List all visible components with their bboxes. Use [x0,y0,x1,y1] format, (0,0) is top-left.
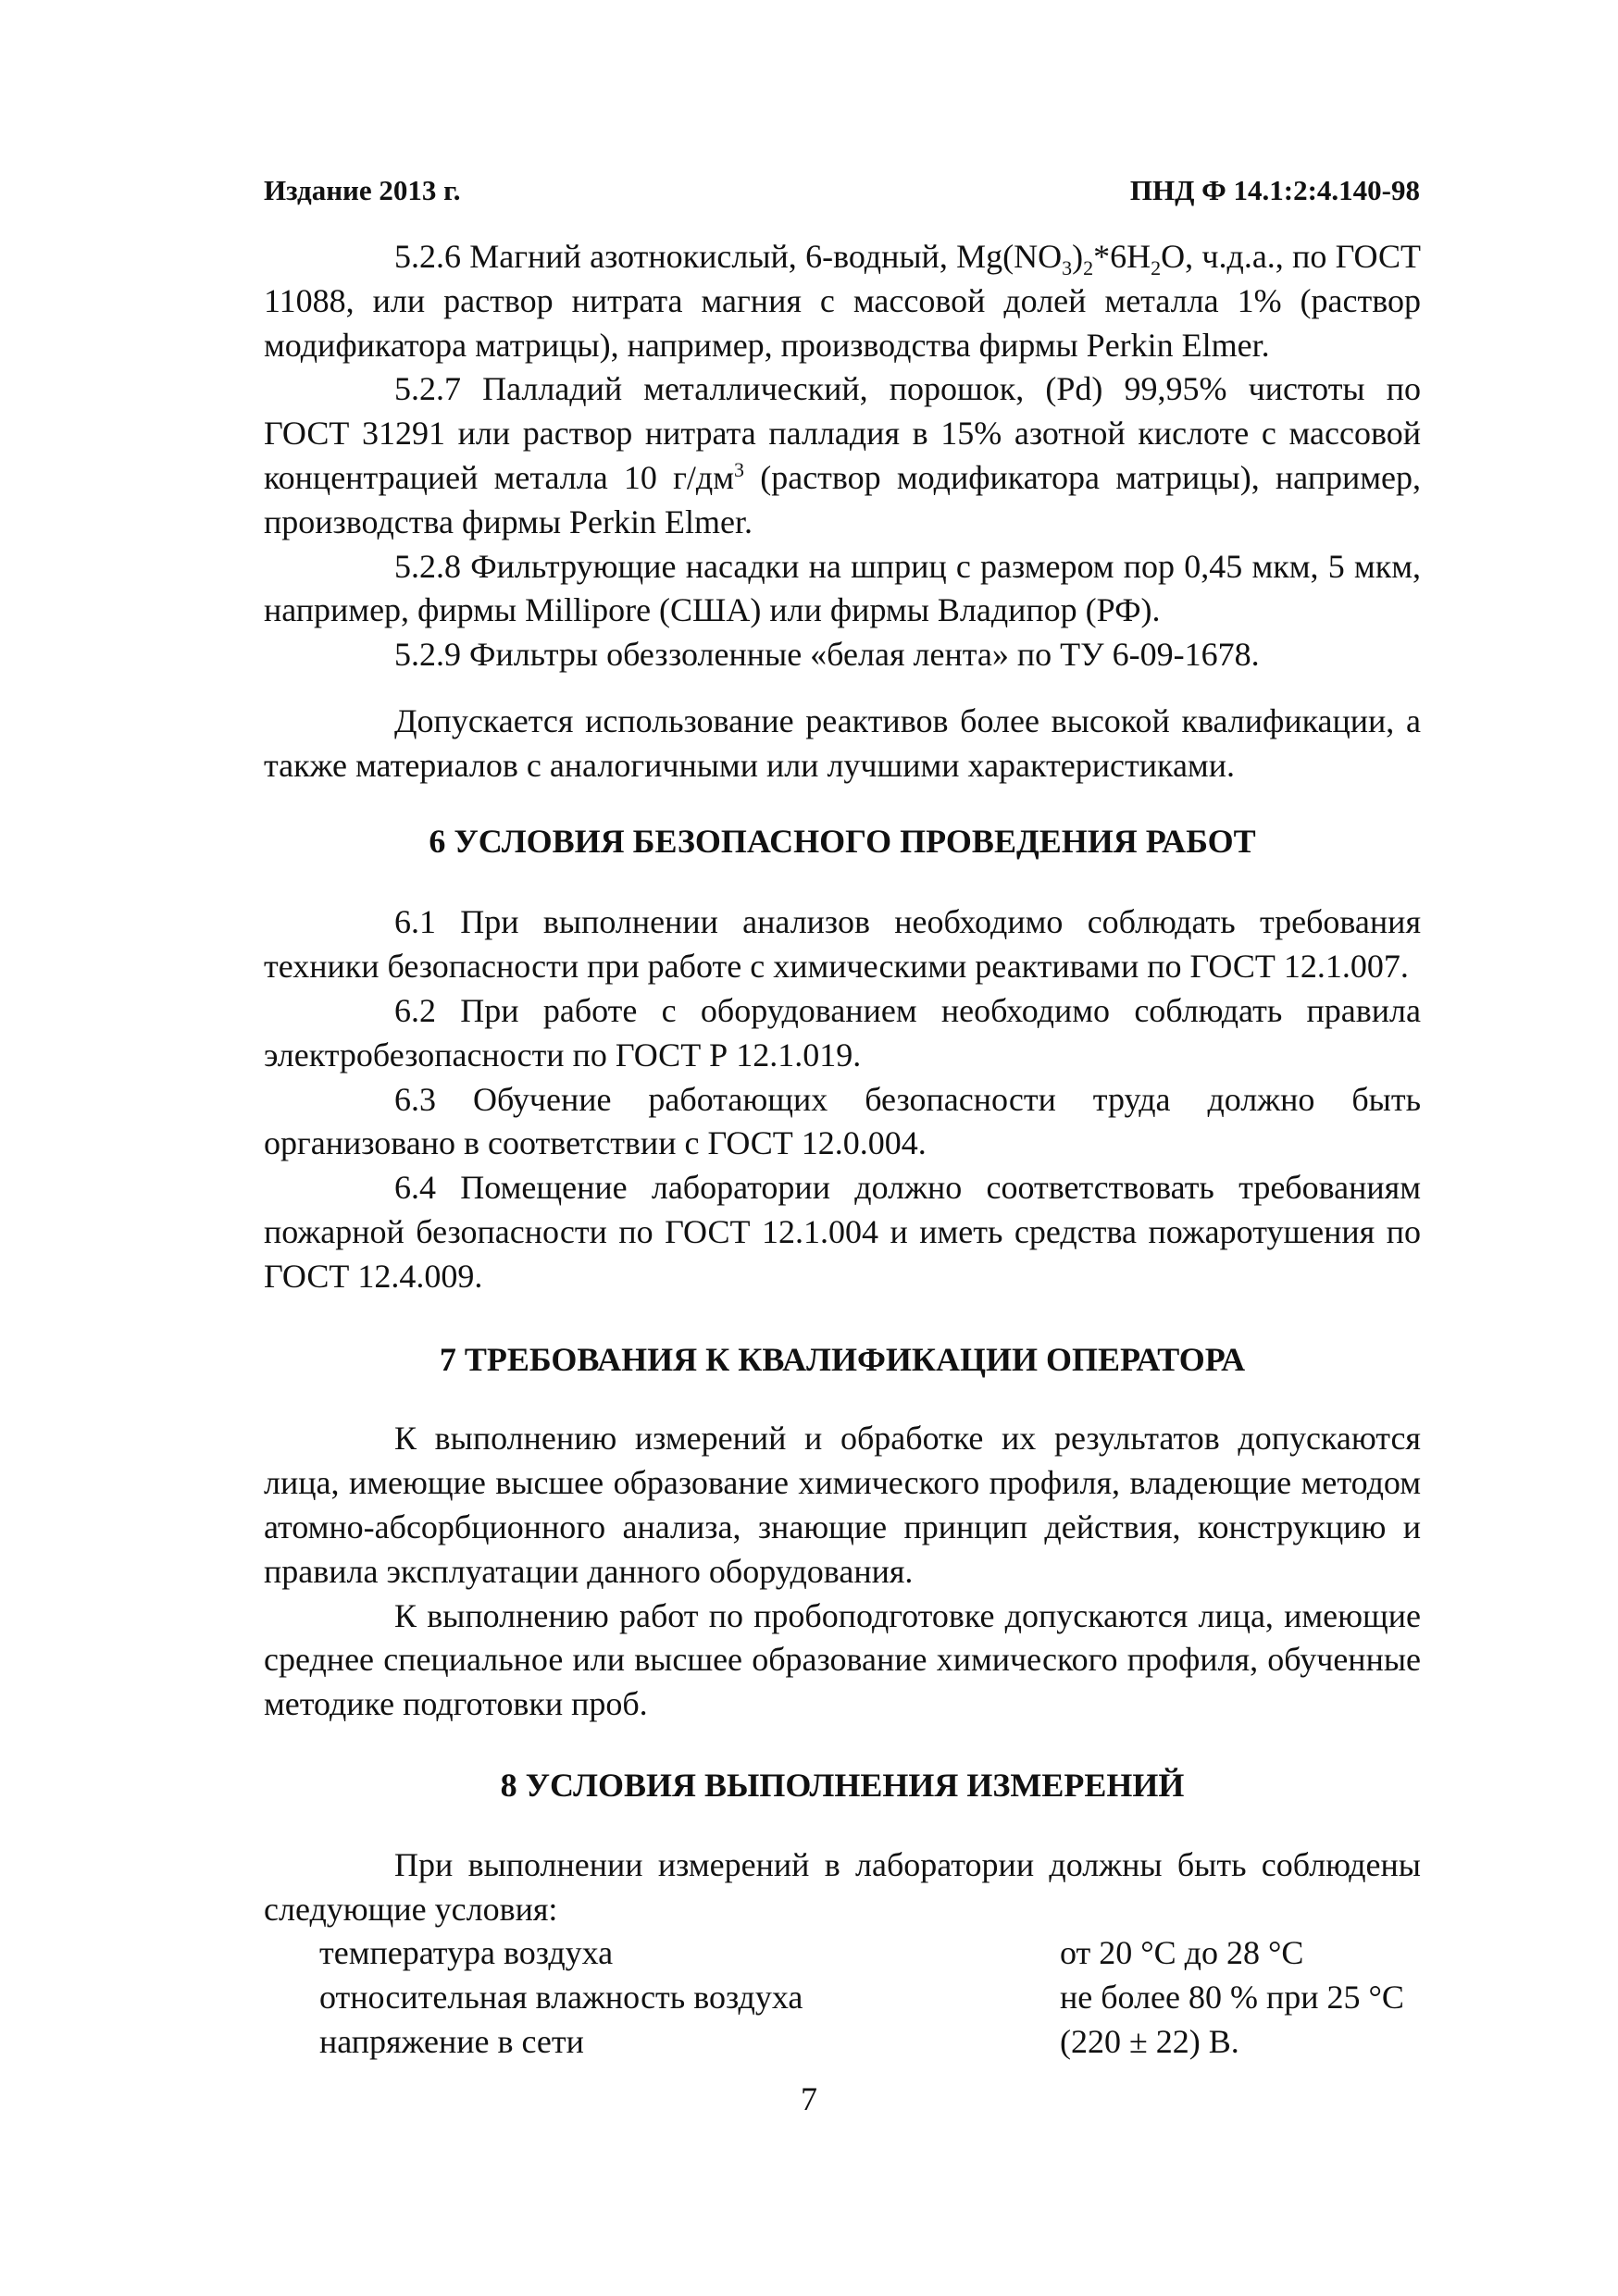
section-8-title: 8 УСЛОВИЯ ВЫПОЛНЕНИЯ ИЗМЕРЕНИЙ [500,1766,1185,1804]
qualification-paragraph: К выполнению измерений и обработке их результатов допускаются лица, имеющие высшее образование химического профиля, владеющие методом атомно-абсорбционного анализа, знающие принцип действия, конструкцию и правила эксплуатации данного оборудования. [264,1420,1421,1590]
material-item [264,235,1421,367]
safety-item: 6.1 При выполнении анализов необходимо соблюдать требования техники безопасности при работе с химическими реактивами по ГОСТ 12.1.007. [264,903,1421,986]
condition-value: (220 ± 22) В. [1060,2022,1239,2060]
condition-name: температура воздуха [319,1934,614,1972]
material-text: ) [1072,238,1084,275]
material-item: 5.2.8 Фильтрующие насадки на шприц с размером пор 0,45 мкм, 5 мкм, например, фирмы Millipore (США) или фирмы Владипор (РФ). [264,547,1421,629]
materials-note: Допускается использование реактивов более высокой квалификации, а также материалов с аналогичными или лучшими характеристиками. [264,701,1421,784]
condition-row [264,1931,1421,1976]
edition-label: Издание 2013 г. [264,174,461,206]
condition-value: от 20 °С до 28 °С [1060,1934,1304,1972]
material-text: O, ч.д.а., по ГОСТ 11088, или раствор нитрата магния с массовой долей металла 1% (раствор модификатора матрицы), например, производства фирмы Perkin Elmer. [264,238,1421,364]
material-item: 5.2.9 Фильтры обеззоленные «белая лента» по ТУ 6-09-1678. [394,636,1260,674]
section-7-title: 7 ТРЕБОВАНИЯ К КВАЛИФИКАЦИИ ОПЕРАТОРА [439,1340,1246,1378]
material-item [264,367,1421,544]
condition-row [264,2020,1421,2065]
qualification-paragraph: К выполнению работ по пробоподготовке допускаются лица, имеющие среднее специальное или высшее образование химического профиля, обученные методике подготовки проб. [264,1596,1421,1723]
safety-item: 6.4 Помещение лаборатории должно соответствовать требованиям пожарной безопасности по ГОСТ 12.1.004 и иметь средства пожаротушения по ГОСТ 12.4.009. [264,1169,1421,1295]
condition-name: относительная влажность воздуха [319,1979,803,2017]
page-content [264,235,1421,2065]
page-number: 7 [801,2080,817,2117]
document-code: ПНД Ф 14.1:2:4.140-98 [1129,174,1420,206]
subscript-2: 2 [1083,256,1094,280]
subscript-2: 2 [1151,256,1162,280]
subscript-3: 3 [1062,256,1073,280]
superscript-3: 3 [734,457,745,481]
section-6-title: 6 УСЛОВИЯ БЕЗОПАСНОГО ПРОВЕДЕНИЯ РАБОТ [429,822,1256,860]
page-header [264,174,1420,207]
condition-row [264,1976,1421,2020]
condition-value: не более 80 % при 25 °С [1060,1979,1404,2017]
material-text: (раствор модификатора матрицы), например, производства фирмы Perkin Elmer. [264,458,1421,540]
material-text: 5.2.7 Палладий металлический, порошок, (Pd) 99,95% чистоты по ГОСТ 31291 или раствор нитрата палладия в 15% азотной кислоте с массовой концентрацией металла 10 г/дм [264,370,1421,496]
material-text: *6H [1093,238,1151,275]
safety-item: 6.2 При работе с оборудованием необходимо соблюдать правила электробезопасности по ГОСТ Р 12.1.019. [264,991,1421,1074]
safety-item: 6.3 Обучение работающих безопасности труда должно быть организовано в соответствии с ГОСТ 12.0.004. [264,1080,1421,1162]
conditions-intro: При выполнении измерений в лаборатории должны быть соблюдены следующие условия: [264,1845,1421,1928]
conditions-list [264,1931,1421,2064]
material-text: 5.2.6 Магний азотнокислый, 6-водный, Mg(NO [394,238,1063,275]
condition-name: напряжение в сети [319,2022,584,2060]
